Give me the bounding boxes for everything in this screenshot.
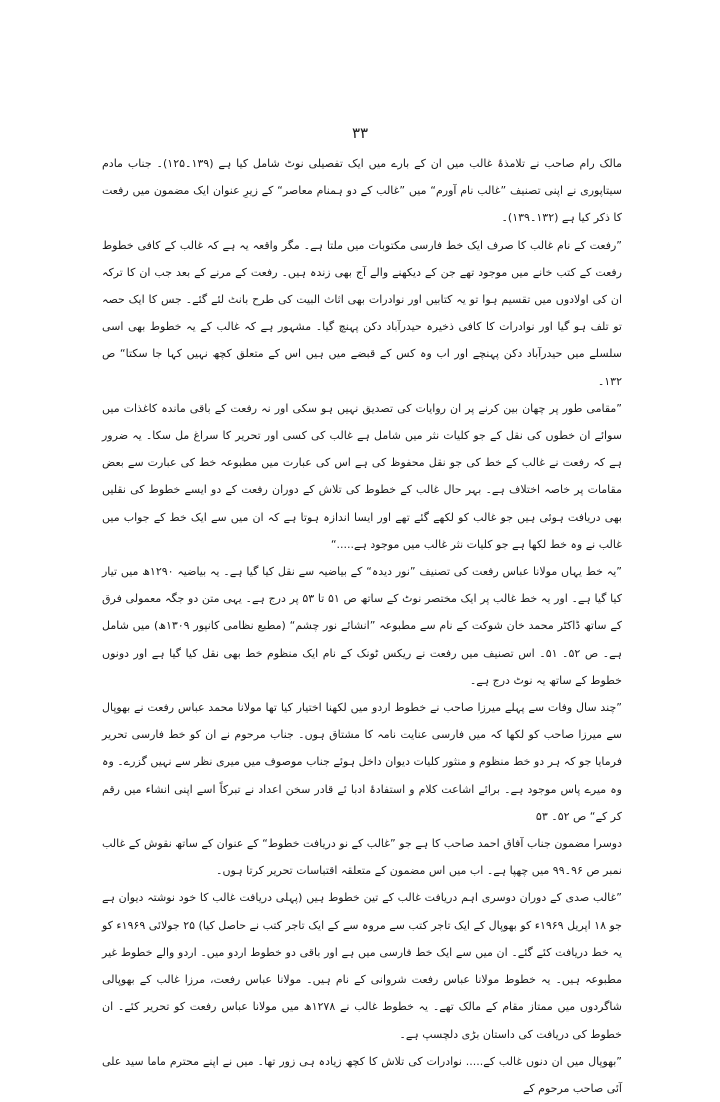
paragraph-2: ”رفعت کے نام غالب کا صرف ایک خط فارسی مکتوبات میں ملتا ہے۔ مگر واقعہ یہ ہے کہ غالب کے کافی خطوط رفعت کے کتب خانے میں موجود تھے جن کے دیکھنے والے آج بھی زندہ ہیں۔ رفعت کے مرنے کے بعد جب ان کا ترکہ ان کی اولادوں میں تقسیم ہوا تو یہ کتابیں اور نوادرات بھی اثاث البیت کی طرح بانٹ لئے گئے۔ جس کا ایک حصہ تو تلف ہو گیا اور نوادرات کا کافی ذخیرہ حیدرآباد دکن پہنچ گیا۔ مشہور ہے کہ غالب کے یہ خطوط بھی اسی سلسلے میں حیدرآباد دکن پہنچے اور اب وہ کس کے قبضے میں ہیں اس کے متعلق کچھ نہیں کہا جا سکتا“ ص ۱۳۲۔ bbox=[102, 238, 622, 388]
paragraph-8: ”بھوپال میں ان دنوں غالب کے..... نوادرات کی تلاش کا کچھ زیادہ ہی زور تھا۔ میں نے اپنے محترم ماما سید علی آئی صاحب مرحوم کے bbox=[102, 1054, 622, 1095]
paragraph-4: ”یہ خط یہاں مولانا عباس رفعت کی تصنیف ”نور دیدہ“ کے بیاضیہ سے نقل کیا گیا ہے۔ یہ بیاضیہ ۱۲۹۰ھ میں تیار کیا گیا ہے۔ اور یہ خط غالب پر ایک مختصر نوٹ کے ساتھ ص ۵۱ تا ۵۳ پر درج ہے۔ یہی متن دو جگہ معمولی فرق کے ساتھ ڈاکٹر محمد خان شوکت کے نام سے مطبوعہ ”انشائے نور چشم“ (مطبع نظامی کانپور ۱۳۰۹ھ) میں شامل ہے۔ ص ۵۲۔ ۵۱۔ اس تصنیف میں رفعت نے ریکس ٹونک کے نام ایک منظوم خط بھی نقل کیا گیا ہے اور دونوں خطوط کے ساتھ یہ نوٹ درج ہے۔ bbox=[102, 565, 623, 687]
paragraph-5: ”چند سال وفات سے پہلے میرزا صاحب نے خطوط اردو میں لکھنا اختیار کیا تھا مولانا محمد عباس رفعت نے بھوپال سے میرزا صاحب کو لکھا کہ میں فارسی عنایت نامہ کا مشتاق ہوں۔ جناب مرحوم نے ان کو خط فارسی تحریر فرمایا جو کہ ہر دو خط منظوم و منثور کلیات دیوان داخل ہوئے جناب موصوف میں میری نظر سے نہیں گزرے۔ وہ وہ میرے پاس موجود ہے۔ برائے اشاعت کلام و استفادۂ ادبا ئے قادر سخن اعداد نے تبرکاً اسے اپنی انشاء میں رقم کر کے“ ص ۵۲۔ ۵۳ bbox=[102, 701, 622, 823]
paragraph-3: ”مقامی طور پر چھان بین کرنے پر ان روایات کی تصدیق نہیں ہو سکی اور نہ رفعت کے باقی ماندہ کاغذات میں سوائے ان خطوں کی نقل کے جو کلیات نثر میں شامل ہے غالب کی کسی اور تحریر کا سراغ مل سکا۔ یہ ضرور ہے کہ رفعت نے غالب کے خط کی جو نقل محفوظ کی ہے اس کی عبارت میں مطبوعہ خط کی عبارت سے بعض مقامات پر خاصہ اختلاف ہے۔ بہر حال غالب کے خطوط کی تلاش کے دوران رفعت کے دو ایسے خطوط کی نقلیں بھی دریافت ہوئی ہیں جو غالب کو لکھے گئے تھے اور ایسا اندازہ ہوتا ہے کہ ان میں سے ایک خط کے جواب میں غالب نے وہ خط لکھا ہے جو کلیات نثر غالب میں موجود ہے.....“ bbox=[102, 401, 622, 551]
body-text bbox=[102, 150, 622, 1102]
paragraph-7: ”غالب صدی کے دوران دوسری اہم دریافت غالب کے تین خطوط ہیں (پہلی دریافت غالب کا خود نوشتہ دیوان ہے جو ۱۸ اپریل ۱۹۶۹ء کو بھوپال کے ایک تاجر کتب سے مروہ سے کے ایک تاجر کتب نے حاصل کیا) ۲۵ جولائی ۱۹۶۹ء کو یہ خط دریافت کئے گئے۔ ان میں سے ایک خط فارسی میں ہے اور باقی دو خطوط اردو میں۔ اردو والے خطوط غیر مطبوعہ ہیں۔ یہ خطوط مولانا عباس رفعت شروانی کے نام ہیں۔ مولانا عباس رفعت، مرزا غالب کے بھوپالی شاگردوں میں ممتاز مقام کے مالک تھے۔ یہ خطوط غالب نے ۱۲۷۸ھ میں مولانا عباس رفعت کو تحریر کئے۔ ان خطوط کی دریافت کی داستان بڑی دلچسپ ہے۔ bbox=[102, 891, 622, 1041]
paragraph-1: مالک رام صاحب نے تلامذۂ غالب میں ان کے بارے میں ایک تفصیلی نوٹ شامل کیا ہے (۱۳۹۔۱۲۵)۔ جناب مادم سیتاپوری نے اپنی تصنیف ”غالب نام آورم“ میں ”غالب کے دو ہمنام معاصر“ کے زیرِ عنوان ایک مضمون میں رفعت کا ذکر کیا ہے (۱۳۲۔۱۳۹)۔ bbox=[102, 157, 622, 225]
page-number: ۳۳ bbox=[351, 124, 369, 142]
paragraph-6: دوسرا مضمون جناب آفاق احمد صاحب کا ہے جو ”غالب کے نو دریافت خطوط“ کے عنوان کے ساتھ نقوش کے غالب نمبر ص ۹۶۔۹۹ میں چھپا ہے۔ اب میں اس مضمون کے متعلقہ اقتباسات تحریر کرتا ہوں۔ bbox=[102, 837, 622, 878]
